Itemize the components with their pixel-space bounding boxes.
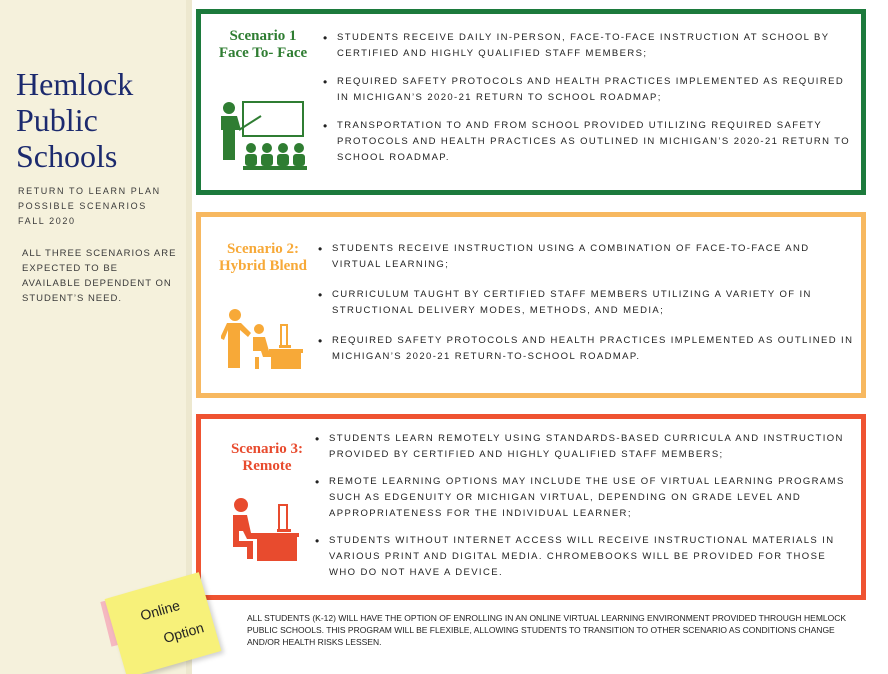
tutor-computer-icon [221,307,305,371]
scenario-title-line: Scenario 2: [226,241,300,257]
list-item: • STUDENTS LEARN REMOTELY USING STANDARDS-BASED CURRICULA AND INSTRUCTION PROVIDED BY CERTIFIED AND HIGHLY QUALIFIED STAFF MEMBERS; [315,431,855,463]
scenario-3-card [196,414,866,600]
list-item: • STUDENTS RECEIVE INSTRUCTION USING A COMBINATION OF FACE-TO-FACE AND VIRTUAL LEARNING; [318,241,854,273]
sidebar-divider [186,0,192,674]
list-item: • REMOTE LEARNING OPTIONS MAY INCLUDE THE USE OF VIRTUAL LEARNING PROGRAMS SUCH AS EDGENUITY OR MICHIGAN VIRTUAL, DEPENDING ON GRADE LEVEL AND APPROPRIATENESS FOR THE INDIVIDUAL LEARNER; [315,474,855,522]
scenario-1-bullets [323,30,857,178]
title-line: Hemlock [16,66,134,102]
district-title [16,66,181,174]
list-item: • TRANSPORTATION TO AND FROM SCHOOL PROVIDED UTILIZING REQUIRED SAFETY PROTOCOLS AND HEALTH PRACTICES AS OUTLINED IN MICHIGAN’S 2020-21 RETURN TO SCHOOL ROADMAP. [323,118,857,166]
scenario-3-title [217,441,317,475]
plan-subtitle [18,184,183,229]
subtitle-line: POSSIBLE SCENARIOS [18,201,147,211]
list-item: • CURRICULUM TAUGHT BY CERTIFIED STAFF MEMBERS UTILIZING A VARIETY OF IN STRUCTIONAL DELIVERY MODES, METHODS, AND MEDIA; [318,287,854,319]
scenario-title-line: Scenario 3: [230,441,304,457]
list-item: • REQUIRED SAFETY PROTOCOLS AND HEALTH PRACTICES IMPLEMENTED AS OUTLINED IN MICHIGAN’S 2020-21 RETURN-TO-SCHOOL ROADMAP. [318,333,854,365]
title-line: Public [16,102,98,138]
scenario-2-card [196,212,866,398]
online-option-text: ALL STUDENTS (K-12) WILL HAVE THE OPTION OF ENROLLING IN AN ONLINE VIRTUAL LEARNING ENVIRONMENT PROVIDED THROUGH HEMLOCK PUBLIC SCHOOLS. THIS PROGRAM WILL BE FLEXIBLE, ALLOWING STUDENTS TO TRANSITION TO OTHER SCENARIO AS CONDITIONS CHANGE AND/OR HEALTH RISKS LESSEN. [247,613,847,647]
scenario-title-line: Scenario 1 [229,28,297,44]
remote-learner-icon [227,497,301,563]
sticky-line: Option [161,619,206,647]
scenario-1-card [196,9,866,195]
list-item: • STUDENTS WITHOUT INTERNET ACCESS WILL RECEIVE INSTRUCTIONAL MATERIALS IN VARIOUS PRINT AND DIGITAL MEDIA. CHROMEBOOKS WILL BE PROVIDED FOR THOSE WHO DO NOT HAVE A DEVICE. [315,533,855,581]
teacher-classroom-icon [217,98,307,174]
title-line: Schools [16,138,118,174]
list-item: • REQUIRED SAFETY PROTOCOLS AND HEALTH PRACTICES IMPLEMENTED AS REQUIRED IN MICHIGAN’S 2020-21 RETURN TO SCHOOL ROADMAP; [323,74,857,106]
list-item: • STUDENTS RECEIVE DAILY IN-PERSON, FACE-TO-FACE INSTRUCTION AT SCHOOL BY CERTIFIED AND HIGHLY QUALIFIED STAFF MEMBERS; [323,30,857,62]
scenario-3-bullets [315,431,855,592]
scenario-title-line: Hybrid Blend [219,258,307,274]
subtitle-line: FALL 2020 [18,216,76,226]
scenario-2-title [209,241,317,275]
scenarios-note: ALL THREE SCENARIOS ARE EXPECTED TO BE AVAILABLE DEPENDENT ON STUDENT’S NEED. [22,248,177,304]
sidebar [0,0,186,674]
scenario-1-title [209,28,317,62]
scenario-title-line: Face To- Face [218,45,308,61]
sticky-line: Online [138,596,182,624]
scenario-2-bullets [318,241,854,379]
scenario-title-line: Remote [242,458,292,474]
subtitle-line: RETURN TO LEARN PLAN [18,186,161,196]
